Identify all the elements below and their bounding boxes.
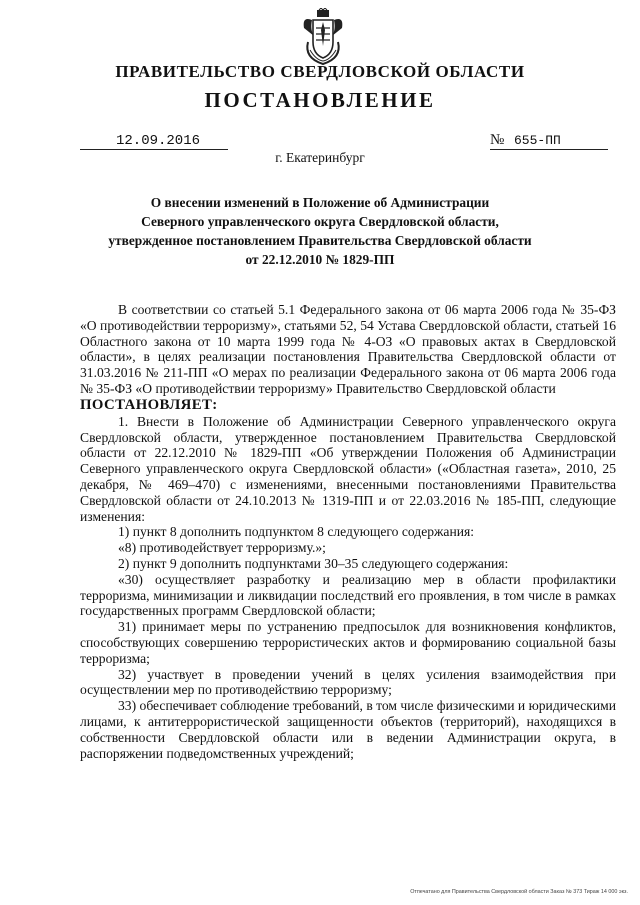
document-date: 12.09.2016: [80, 133, 228, 150]
subitem-1: 1) пункт 8 дополнить подпунктом 8 следующего содержания:: [118, 524, 475, 540]
preamble-paragraph: В соответствии со статьей 5.1 Федерального закона от 06 марта 2006 года № 35-ФЗ «О противодействии терроризму», статьями 52, 54 Устава Свердловской области, статьей 16 Областного закона от 10 марта 1999 года № 4-ОЗ «О правовых актах в Свердловской области», в целях реализации постановления Правительства Свердловской области от 31.03.2016 № 211-ПП «О мерах по реализации Федерального закона от 06 марта 2006 года № 35-ФЗ «О противодействии терроризму» Правительство Свердловской области: [80, 302, 616, 396]
coat-of-arms-icon: [298, 8, 348, 66]
subitem-1-text: «8) противодействует терроризму.»;: [118, 540, 326, 556]
title-line: от 22.12.2010 № 1829-ПП: [245, 252, 395, 267]
document-body: [80, 302, 616, 761]
print-note: Отпечатано для Правительства Свердловской области Заказ № 373 Тираж 14 000 экз.: [410, 889, 628, 895]
title-line: утвержденное постановлением Правительства Свердловской области: [108, 233, 532, 248]
point-30-paragraph: «30) осуществляет разработку и реализацию мер в области профилактики терроризма, минимизации и ликвидации последствий его проявления, в том числе в рамках государственных программ Свердловской области;: [80, 571, 616, 619]
document-title: [0, 193, 640, 269]
document-number: [490, 132, 608, 150]
number-value: 655-ПП: [514, 133, 561, 148]
point-33-paragraph: 33) обеспечивает соблюдение требований, в том числе физическими и юридическими лицами, к антитеррористической защищенности объектов (территорий), находящихся в собственности Свердловской области или в ведении Администрации округа, в распоряжении подведомственных учреждений;: [80, 698, 617, 761]
title-line: О внесении изменений в Положение об Администрации: [150, 195, 490, 210]
city: г. Екатеринбург: [275, 150, 365, 165]
decree-word: ПОСТАНОВЛЯЕТ:: [80, 396, 218, 413]
point-31-paragraph: 31) принимает меры по устранению предпосылок для возникновения конфликтов, способствующих совершению террористических актов и формированию социальной базы терроризма;: [80, 619, 616, 666]
number-label: №: [490, 132, 505, 148]
subitem-2: 2) пункт 9 дополнить подпунктами 30–35 следующего содержания:: [118, 555, 509, 571]
item-1-paragraph: 1. Внести в Положение об Администрации Северного управленческого округа Свердловской области, утвержденное постановлением Правительства Свердловской области от 22.12.2010 № 1829-ПП «Об утверждении Положения об Администрации Северного управленческого округа Свердловской области» («Областная газета», 2010, 25 декабря, № 469–470) с изменениями, внесенными постановлениями Правительства Свердловской области от 24.10.2013 № 1319-ПП и от 22.03.2016 № 185-ПП, следующие изменения:: [80, 413, 616, 524]
org-name: ПРАВИТЕЛЬСТВО СВЕРДЛОВСКОЙ ОБЛАСТИ: [115, 62, 525, 81]
title-line: Северного управленческого округа Свердловской области,: [141, 214, 499, 229]
document-type: ПОСТАНОВЛЕНИЕ: [204, 88, 436, 112]
point-32-paragraph: 32) участвует в проведении учений в целях усиления взаимодействия при осуществлении мер по противодействию терроризму;: [80, 666, 616, 698]
